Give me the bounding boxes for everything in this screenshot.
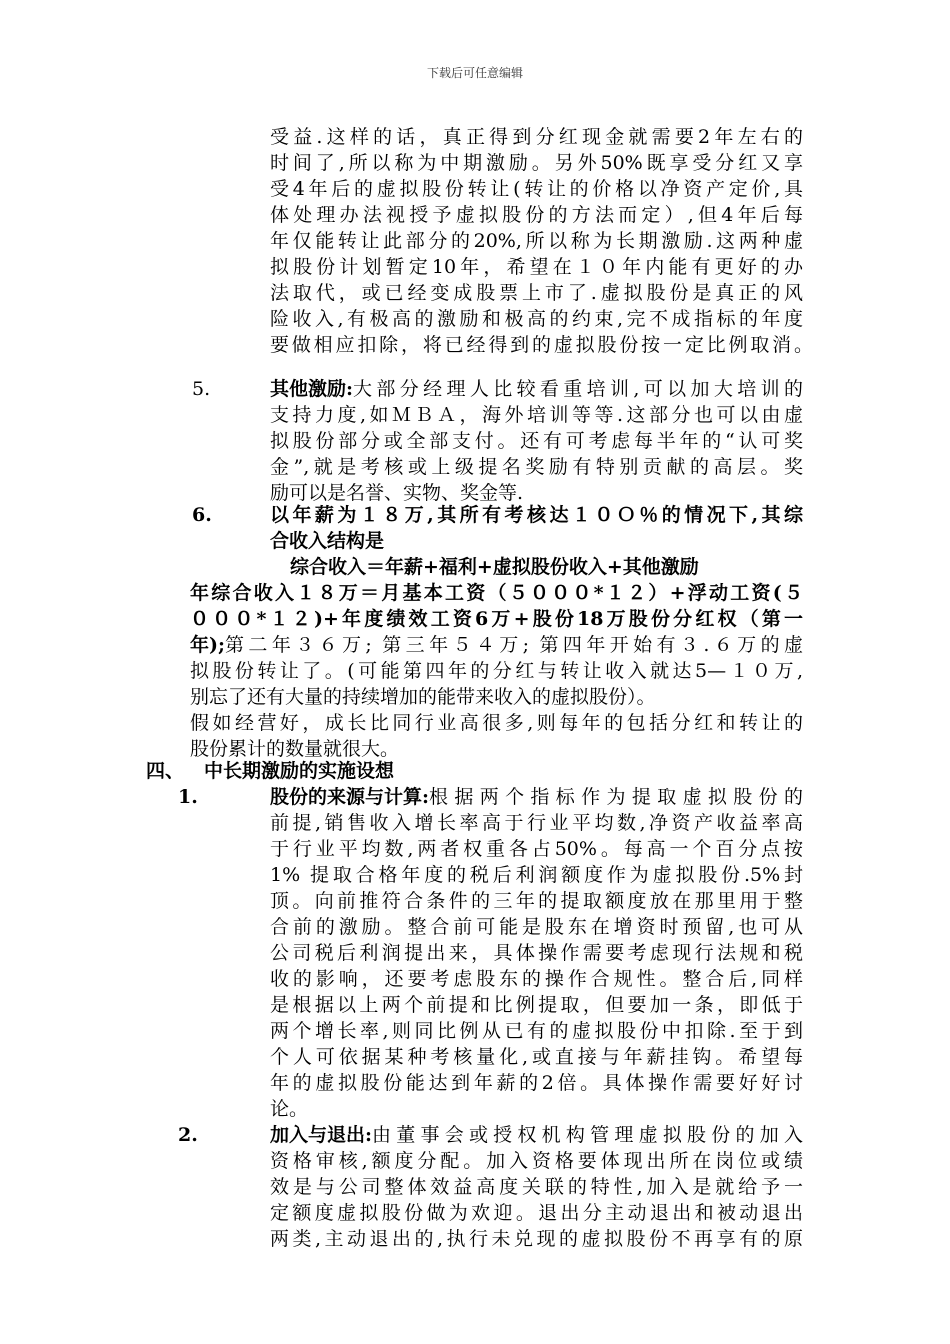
item-title: 加入与退出: bbox=[270, 1124, 373, 1146]
text-line: 体处理办法视授予虚拟股份的方法而定）,但4年后每 bbox=[270, 204, 803, 226]
text-line: 年综合收入１８万＝月基本工资（５０００*１２）+浮动工资(５ bbox=[190, 582, 803, 604]
text-line: 励可以是名誉、实物、奖金等. bbox=[270, 482, 524, 504]
text-line: 两类,主动退出的,执行未兑现的虚拟股份不再享有的原 bbox=[270, 1228, 803, 1250]
item-number: 6. bbox=[192, 504, 212, 526]
section-title: 中长期激励的实施设想 bbox=[204, 760, 395, 782]
item-number: 1. bbox=[178, 786, 198, 808]
text-part: 第二年３６万; 第三年５４万; 第四年开始有３.６万的虚 bbox=[225, 634, 803, 656]
text-line: 以年薪为１８万,其所有考核达１０Ｏ％的情况下,其综 bbox=[270, 504, 803, 526]
text-line: 论。 bbox=[270, 1098, 309, 1120]
text-line: 于行业平均数,两者权重各占50%。每高一个百分点按 bbox=[270, 838, 803, 860]
text-line bbox=[270, 376, 803, 402]
text-line: ０００*１２)+年度绩效工资6万+股份18万股份分红权（第一 bbox=[190, 608, 803, 630]
page-header-note: 下载后可任意编辑 bbox=[426, 66, 523, 80]
item-text: 由董事会或授权机构管理虚拟股份的加入 bbox=[372, 1124, 803, 1146]
text-line: 收的影响，还要考虑股东的操作合规性。整合后,同样 bbox=[270, 968, 803, 990]
item-text: 根据两个指标作为提取虚拟股份的 bbox=[429, 786, 803, 808]
text-line bbox=[190, 632, 803, 658]
text-line: 合前的激励。整合前可能是股东在增资时预留,也可从 bbox=[270, 916, 803, 938]
item-text: 大部分经理人比较看重培训,可以加大培训的 bbox=[353, 378, 803, 400]
text-line: 定额度虚拟股份做为欢迎。退出分主动退出和被动退出 bbox=[270, 1202, 803, 1224]
text-line: 公司税后利润提出来，具体操作需要考虑现行法规和税 bbox=[270, 942, 803, 964]
text-line bbox=[270, 784, 803, 810]
text-line: 险收入,有极高的激励和极高的约束,完不成指标的年度 bbox=[270, 308, 803, 330]
text-line: 合收入结构是 bbox=[270, 530, 385, 552]
text-line: 时间了,所以称为中期激励。另外50%既享受分红又享 bbox=[270, 152, 803, 174]
text-line: 个人可依据某种考核量化,或直接与年薪挂钩。希望每 bbox=[270, 1046, 803, 1068]
text-line: 效是与公司整体效益高度关联的特性,加入是就给予一 bbox=[270, 1176, 803, 1198]
text-line: 年仅能转让此部分的20%,所以称为长期激励.这两种虚 bbox=[270, 230, 803, 252]
text-line: 拟股份部分或全部支付。还有可考虑每半年的“认可奖 bbox=[270, 430, 803, 452]
text-line: 1% 提取合格年度的税后利润额度作为虚拟股份.5%封 bbox=[270, 864, 803, 886]
item-number: 5. bbox=[192, 378, 211, 400]
text-line: 资格审核,额度分配。加入资格要体现出所在岗位或绩 bbox=[270, 1150, 803, 1172]
text-line: 顶。向前推符合条件的三年的提取额度放在那里用于整 bbox=[270, 890, 803, 912]
text-line: 受益.这样的话，真正得到分红现金就需要2年左右的 bbox=[270, 126, 803, 148]
text-line: 年的虚拟股份能达到年薪的2倍。具体操作需要好好讨 bbox=[270, 1072, 803, 1094]
section-number: 四、 bbox=[146, 760, 185, 782]
text-line: 拟股份转让了。(可能第四年的分红与转让收入就达5—１０万, bbox=[190, 660, 803, 682]
text-line: 两个增长率,则同比例从已有的虚拟股份中扣除.至于到 bbox=[270, 1020, 803, 1042]
text-line: 前提,销售收入增长率高于行业平均数,净资产收益率高 bbox=[270, 812, 803, 834]
text-line: 支持力度,如ＭＢＡ，海外培训等等.这部分也可以由虚 bbox=[270, 404, 803, 426]
text-line: 假如经营好，成长比同行业高很多,则每年的包括分红和转让的 bbox=[190, 712, 803, 734]
item-title: 其他激励: bbox=[270, 378, 354, 400]
text-bold-part: 年); bbox=[190, 634, 226, 656]
text-line: 金”,就是考核或上级提名奖励有特别贡献的高层。奖 bbox=[270, 456, 803, 478]
text-line: 拟股份计划暂定10年，希望在１０年内能有更好的办 bbox=[270, 256, 803, 278]
item-number: 2. bbox=[178, 1124, 198, 1146]
text-line: 别忘了还有大量的持续增加的能带来收入的虚拟股份）。 bbox=[190, 686, 656, 708]
text-line: 要做相应扣除，将已经得到的虚拟股份按一定比例取消。 bbox=[270, 334, 813, 356]
text-line: 受4年后的虚拟股份转让(转让的价格以净资产定价,具 bbox=[270, 178, 803, 200]
text-line: 法取代，或已经变成股票上市了.虚拟股份是真正的风 bbox=[270, 282, 803, 304]
formula-line: 综合收入＝年薪+福利+虚拟股份收入+其他激励 bbox=[290, 556, 699, 578]
text-line: 是根据以上两个前提和比例提取，但要加一条，即低于 bbox=[270, 994, 803, 1016]
text-line bbox=[270, 1122, 803, 1148]
text-line: 股份累计的数量就很大。 bbox=[190, 738, 400, 760]
item-title: 股份的来源与计算: bbox=[270, 786, 430, 808]
